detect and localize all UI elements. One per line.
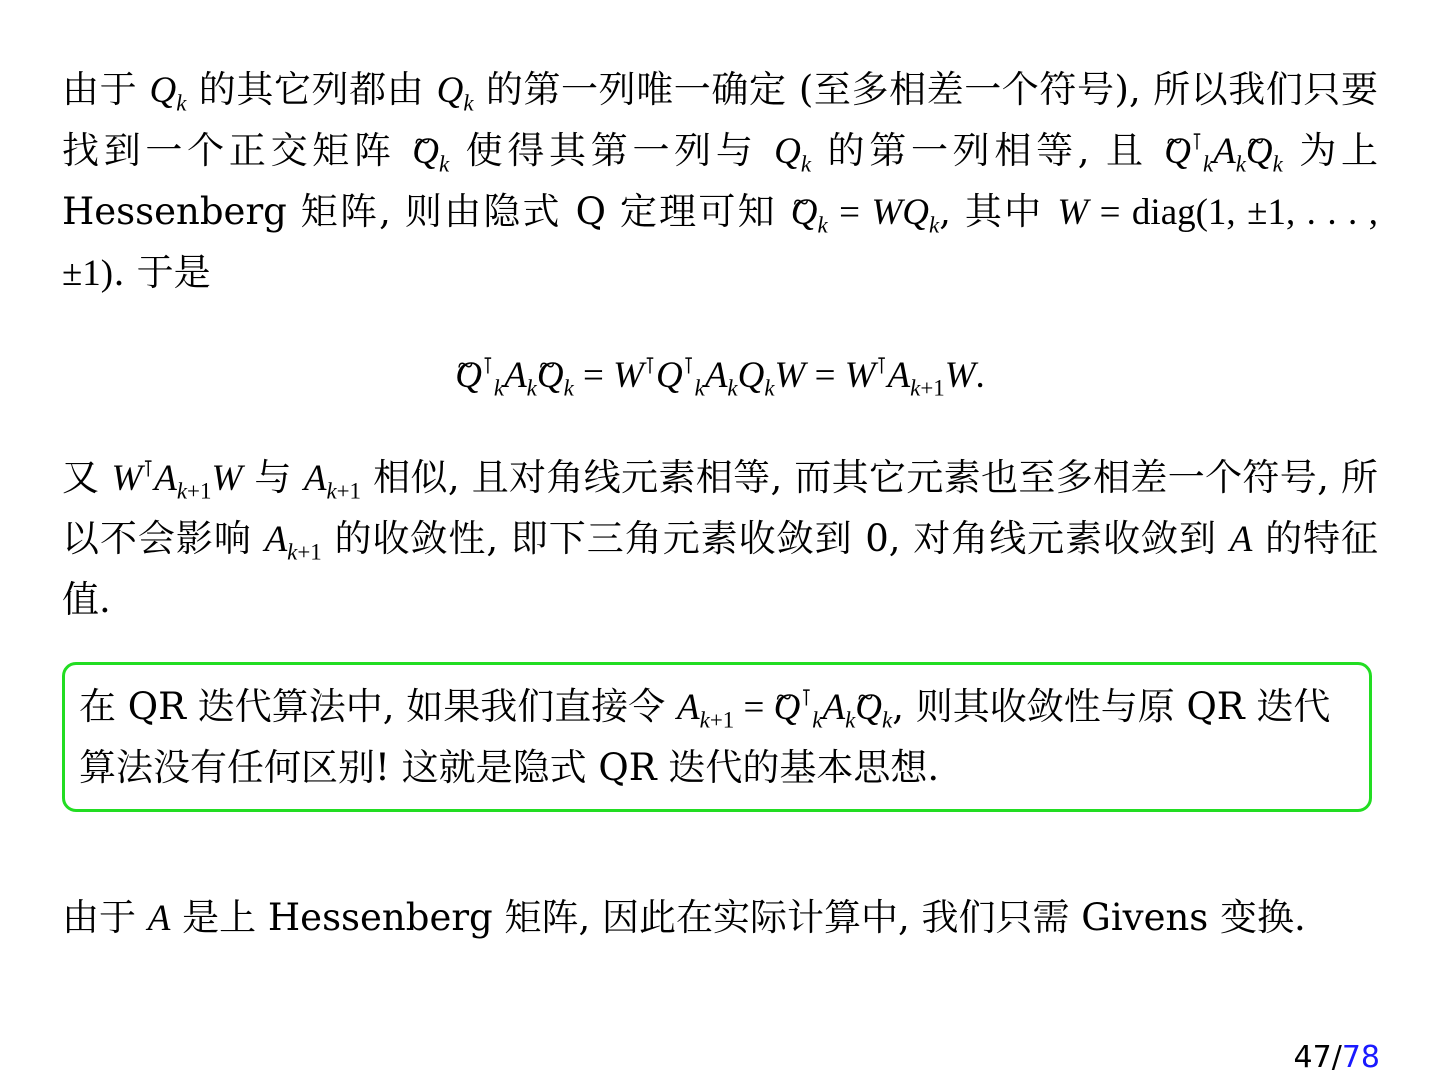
page-current: 47/ xyxy=(1293,1040,1342,1075)
boxed-paragraph xyxy=(79,677,1349,798)
highlight-box xyxy=(62,662,1372,812)
text: 相似, 且对角线元素相等, 而其它元素也至多相差一个符号, 所以不会影响 xyxy=(62,456,1378,560)
math-wt-a-w: $W^⊺A_{k+1}W$ xyxy=(111,456,243,504)
text: 由于 xyxy=(62,896,136,939)
math-qk: $Q_k$ xyxy=(774,131,812,177)
text: . 于是 xyxy=(113,251,211,294)
display-equation: ~ $Q^⊺_kA_k\sim$ $Q_k = W^⊺Q^⊺_kA_kQ_kW = W^⊺A_{k+1}W$. xyxy=(0,345,1440,406)
text: 在 QR 迭代算法中, 如果我们直接令 xyxy=(79,685,666,728)
text: 的第一列相等, 且 xyxy=(827,129,1148,172)
text: 为上 Hessenberg 矩阵, 则由隐式 Q 定理可知 xyxy=(62,129,1379,233)
math-ak1-eq: $A_{k+1}$ = ~ $Q^⊺_kA_k\sim$ $Q_k$ xyxy=(677,687,892,728)
math-qt-a-q: ~ $Q^⊺_kA_k\sim$ $Q_k$ xyxy=(1164,131,1283,172)
page-total[interactable]: 78 xyxy=(1341,1040,1380,1075)
math-a: A xyxy=(1229,519,1253,560)
text: 由于 xyxy=(62,68,138,111)
text: 的第一列唯一确定 (至多相差一个符号), 所以我们只要找到一个正交矩阵 xyxy=(62,68,1379,172)
math-qk-eq-wqk: ~ $Q_k = WQ_k$ xyxy=(791,192,939,233)
page-number xyxy=(1294,1040,1380,1075)
text: , 其中 xyxy=(939,190,1044,233)
text: , 则其收敛性与原 QR 迭代算法没有任何区别! 这就是隐式 QR 迭代的基本思想. xyxy=(79,685,1331,789)
text: 使得其第一列与 xyxy=(465,129,758,172)
math-qk-tilde: ~ $Q_k$ xyxy=(412,131,449,172)
text: 的特征值. xyxy=(62,517,1379,621)
text: 与 xyxy=(254,456,292,499)
text: 的其它列都由 xyxy=(198,68,425,111)
text: 是上 Hessenberg 矩阵, 因此在实际计算中, 我们只需 Givens 变换. xyxy=(182,896,1306,939)
math-qk: $Q_k$ xyxy=(436,70,474,116)
paragraph-2 xyxy=(62,448,1378,628)
math-qk: $Q_k$ xyxy=(149,70,187,116)
text: 的收敛性, 即下三角元素收敛到 0, 对角线元素收敛到 xyxy=(334,517,1217,560)
math-ak1: $A_{k+1}$ xyxy=(303,458,362,504)
math-a: A xyxy=(147,898,171,939)
math-w-diag: W = diag(1, ±1, . . . , ±1) xyxy=(62,192,1379,294)
text: 又 xyxy=(62,456,100,499)
paragraph-1 xyxy=(62,60,1378,300)
paragraph-4 xyxy=(62,888,1378,948)
math-ak1: $A_{k+1}$ xyxy=(264,519,322,565)
